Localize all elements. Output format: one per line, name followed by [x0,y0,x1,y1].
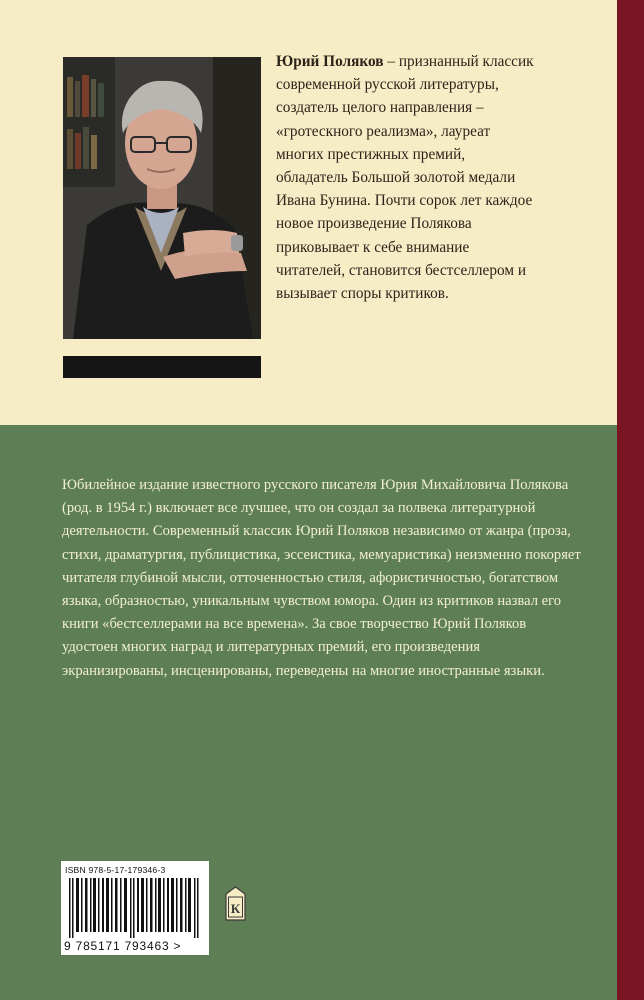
isbn-label: ISBN 978-5-17-179346-3 [65,865,166,875]
barcode-icon [67,878,203,938]
decorative-black-bar [63,356,261,378]
book-annotation: Юбилейное издание известного русского писателя Юрия Михайловича Полякова (род. в 1954 г.) включает все лучшее, что он создал за полвека литературной деятельности. Современный классик Юрий Поляков независимо от жанра (проза, стихи, драматургия, публицистика, эссеистика, мемуаристика) неизменно покоряет читателя глубиной мысли, отточенностью стиля, афористичностью, богатством языка, образностью, уникальным чувством юмора. Один из критиков назвал его книги «бестселлерами на все времена». За свое творчество Юрий Поляков удостоен многих наград и литературных премий, его произведения экранизированы, инсценированы, переведены на многие иностранные языки. [62,477,581,679]
publisher-logo-letter: К [230,901,241,916]
barcode-block [61,861,209,955]
publisher-logo-icon [224,886,247,922]
author-name: Юрий Поляков [276,53,384,70]
barcode-digits: 9 785171 793463 > [64,939,182,953]
author-photo [63,57,261,339]
author-bio [276,50,538,305]
author-bio-text: – признанный классик современной русской литературы, создатель целого направления – «гротескного реализма», лауреат многих престижных премий, обладатель Большой золотой медали Ивана Бунина. Почти сорок лет каждое новое произведение Полякова приковывает к себе внимание читателей, становится бестселлером и вызывает споры критиков. [276,53,534,303]
spine-edge [617,0,644,1000]
